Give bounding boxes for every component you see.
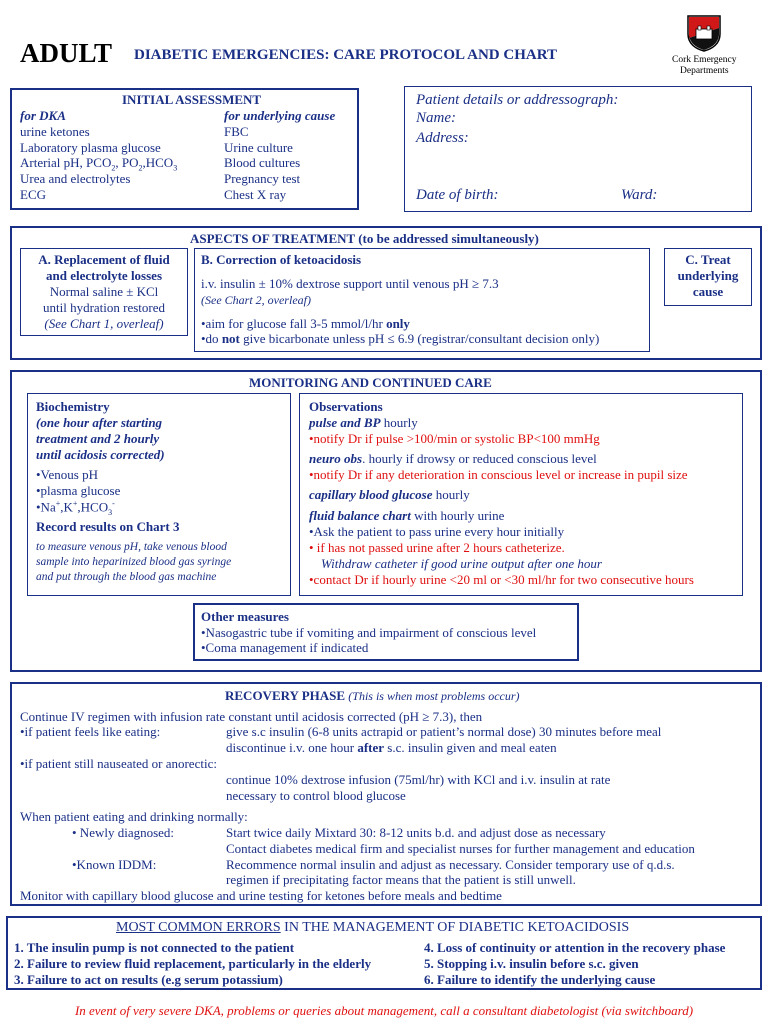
l3-after: after <box>357 740 385 755</box>
recovery-line: Start twice daily Mixtard 30: 8-12 units b.d. and adjust dose as necessary <box>226 825 606 840</box>
patient-address-label: Address: <box>416 130 469 146</box>
obs-catheterize: • if has not passed urine after 2 hours catheterize. <box>309 540 565 555</box>
footer-note: In event of very severe DKA, problems or queries about management, call a consultant diabetologist (via switchboard) <box>74 1003 694 1018</box>
cause-item: Urine culture <box>224 140 293 155</box>
errors-heading <box>116 920 629 936</box>
error-item: 2. Failure to review fluid replacement, particularly in the elderly <box>14 956 372 971</box>
error-item: 6. Failure to identify the underlying cause <box>424 972 656 987</box>
obs-contact: •contact Dr if hourly urine <20 ml or <30 ml/hr for two consecutive hours <box>309 572 694 587</box>
abg-text: Arterial pH, PCO <box>20 155 112 170</box>
l3-pre: discontinue i.v. one hour <box>226 740 358 755</box>
abg-sub: 2 <box>111 163 116 173</box>
dka-item: urine ketones <box>20 124 90 139</box>
recovery-line: When patient eating and drinking normally: <box>20 809 248 824</box>
recovery-line: necessary to control blood glucose <box>226 788 406 803</box>
recovery-heading-note: (This is when most problems occur) <box>348 689 520 703</box>
org-name-1: Cork Emergency <box>672 55 737 65</box>
treatment-b-text: i.v. insulin ± 10% dextrose support until venous pH ≥ 7.3 <box>201 276 499 291</box>
bio-ph: •Venous pH <box>36 467 98 482</box>
recovery-line: •if patient feels like eating: <box>20 724 161 739</box>
page-title: DIABETIC EMERGENCIES: CARE PROTOCOL AND CHART <box>134 47 558 63</box>
crest-logo <box>686 14 722 52</box>
do-post: give bicarbonate unless pH ≤ 6.9 (registrar/consultant decision only) <box>239 331 600 346</box>
other-title: Other measures <box>201 609 289 624</box>
dka-item: Laboratory plasma glucose <box>20 140 161 155</box>
patient-name-label: Name: <box>416 110 456 126</box>
recovery-line: give s.c insulin (6-8 units actrapid or patient’s normal dose) 30 minutes before meal <box>226 724 662 739</box>
obs-pulse-rest: hourly <box>380 415 418 430</box>
initial-assessment-heading: INITIAL ASSESSMENT <box>122 92 262 107</box>
cause-item: Blood cultures <box>224 155 301 170</box>
cause-item: FBC <box>224 124 249 139</box>
treatment-c-title-3: cause <box>692 284 724 299</box>
treatment-a-see: (See Chart 1, overleaf) <box>44 316 164 331</box>
recovery-line: • Newly diagnosed: <box>72 825 175 840</box>
do-not: not <box>221 331 240 346</box>
recovery-line: •if patient still nauseated or anorectic: <box>20 756 217 771</box>
recovery-line: Continue IV regimen with infusion rate constant until acidosis corrected (pH ≥ 7.3), then <box>20 709 483 724</box>
cause-item: Chest X ray <box>224 187 287 202</box>
org-name-2: Departments <box>680 66 729 76</box>
treatment-a-title-1: A. Replacement of fluid <box>38 252 170 267</box>
dka-heading: for DKA <box>20 108 66 123</box>
obs-notify-2: •notify Dr if any deterioration in conscious level or increase in pupil size <box>309 467 688 482</box>
bio-sub: treatment and 2 hourly <box>36 431 160 446</box>
obs-ask: •Ask the patient to pass urine every hour initially <box>309 524 565 539</box>
treatment-a-title <box>20 252 188 284</box>
adult-label: ADULT <box>20 38 113 68</box>
treatment-a-text-2: until hydration restored <box>42 300 166 315</box>
abg-hco: ,HCO <box>142 155 174 170</box>
recovery-line: Contact diabetes medical firm and specialist nurses for further management and education <box>226 841 695 856</box>
recovery-line: •Known IDDM: <box>72 857 157 872</box>
obs-fbc-rest: with hourly urine <box>410 508 505 523</box>
patient-ward-label: Ward: <box>621 187 658 203</box>
dka-item-abg <box>20 155 177 173</box>
treatment-heading: ASPECTS OF TREATMENT (to be addressed simultaneously) <box>190 231 539 246</box>
recovery-line: regimen if precipitating factor means that the patient is still unwell. <box>226 872 576 887</box>
treatment-c-title <box>664 252 752 300</box>
recovery-line: Monitor with capillary blood glucose and urine testing for ketones before meals and bedtime <box>20 888 502 903</box>
obs-withdraw: Withdraw catheter if good urine output after one hour <box>321 556 602 571</box>
recovery-line: Recommence normal insulin and adjust as necessary. Consider temporary use of q.d.s. <box>226 857 675 872</box>
error-item: 4. Loss of continuity or attention in the recovery phase <box>424 940 726 955</box>
abg-sub: 3 <box>173 163 178 173</box>
bio-note: and put through the blood gas machine <box>36 571 217 583</box>
obs-cbg-label: capillary blood glucose <box>309 487 433 502</box>
obs-title: Observations <box>309 399 383 414</box>
cause-item: Pregnancy test <box>224 171 301 186</box>
errors-heading-underlined: MOST COMMON ERRORS <box>116 920 281 935</box>
bio-sub: until acidosis corrected) <box>36 447 165 462</box>
aim-text: •aim for glucose fall 3-5 mmol/l/hr <box>201 316 387 331</box>
plus: + <box>55 499 61 508</box>
obs-neuro-label: neuro obs <box>309 451 363 466</box>
obs-fbc <box>309 508 504 524</box>
obs-cbg <box>309 487 470 503</box>
other-item: •Nasogastric tube if vomiting and impairment of conscious level <box>201 625 537 640</box>
abg-sub: 2 <box>138 163 143 173</box>
do-text: •do <box>201 331 222 346</box>
abg-po: , PO <box>115 155 139 170</box>
other-item: •Coma management if indicated <box>201 640 369 655</box>
na: •Na <box>36 499 56 515</box>
dka-item: Urea and electrolytes <box>20 171 131 186</box>
monitoring-heading: MONITORING AND CONTINUED CARE <box>249 375 492 390</box>
sub3: 3 <box>108 507 113 517</box>
error-item: 3. Failure to act on results (e.g serum potassium) <box>14 972 283 987</box>
recovery-line: continue 10% dextrose infusion (75ml/hr) with KCl and i.v. insulin at rate <box>226 772 611 787</box>
hco: ,HCO <box>77 499 109 515</box>
recovery-heading-text: RECOVERY PHASE <box>225 688 346 703</box>
patient-details-label: Patient details or addressograph: <box>416 92 619 108</box>
treatment-b-do <box>201 331 599 347</box>
bio-electrolytes <box>36 499 115 517</box>
obs-pulse-label: pulse and BP <box>309 415 381 430</box>
treatment-b-aim <box>201 316 410 332</box>
bio-title: Biochemistry <box>36 399 110 414</box>
patient-dob-label: Date of birth: <box>416 187 499 203</box>
treatment-b-title: B. Correction of ketoacidosis <box>201 252 362 267</box>
treatment-b-see: (See Chart 2, overleaf) <box>201 293 311 307</box>
obs-pulse <box>309 415 418 431</box>
obs-cbg-rest: hourly <box>432 487 470 502</box>
obs-neuro-rest: . hourly if drowsy or reduced conscious level <box>362 451 597 466</box>
bio-glucose: •plasma glucose <box>36 483 121 498</box>
aim-only: only <box>386 316 410 331</box>
recovery-heading <box>225 688 520 704</box>
bio-record: Record results on Chart 3 <box>36 519 180 534</box>
treatment-a-title-2: and electrolyte losses <box>45 268 163 283</box>
dka-item: ECG <box>20 187 46 202</box>
bio-note: to measure venous pH, take venous blood <box>36 541 227 553</box>
cause-heading: for underlying cause <box>224 108 336 123</box>
k: ,K <box>60 499 73 515</box>
treatment-c-title-1: C. Treat <box>685 252 731 267</box>
minus: - <box>112 499 115 508</box>
obs-notify-1: •notify Dr if pulse >100/min or systolic BP<100 mmHg <box>309 431 600 446</box>
bio-sub: (one hour after starting <box>36 415 163 430</box>
error-item: 5. Stopping i.v. insulin before s.c. given <box>424 956 639 971</box>
plus: + <box>72 499 78 508</box>
treatment-a-text-1: Normal saline ± KCl <box>49 284 159 299</box>
bio-note: sample into heparinized blood gas syringe <box>36 556 232 568</box>
obs-neuro <box>309 451 597 467</box>
errors-heading-rest: IN THE MANAGEMENT OF DIABETIC KETOACIDOSIS <box>280 920 630 935</box>
treatment-c-title-2: underlying <box>677 268 739 283</box>
error-item: 1. The insulin pump is not connected to the patient <box>14 940 295 955</box>
treatment-a-text <box>20 284 188 332</box>
recovery-line <box>226 740 557 756</box>
obs-fbc-label: fluid balance chart <box>309 508 411 523</box>
l3-post: s.c. insulin given and meal eaten <box>384 740 557 755</box>
